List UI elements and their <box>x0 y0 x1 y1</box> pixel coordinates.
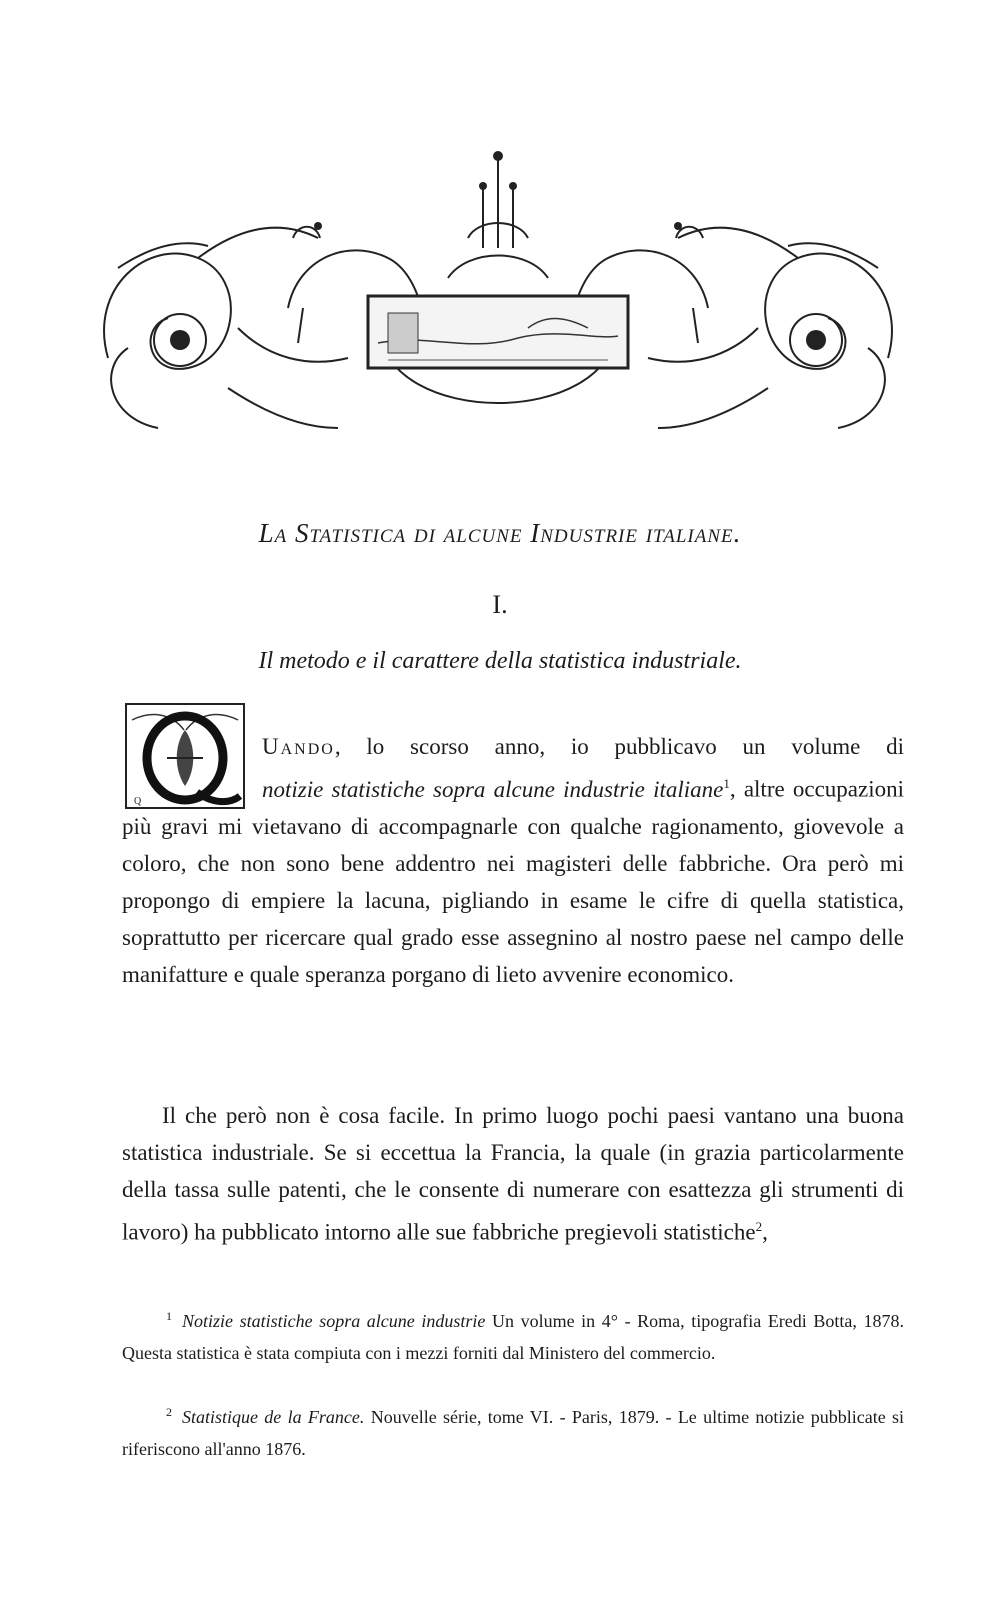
footnote-mark-2: 2 <box>755 1219 763 1234</box>
paragraph-2 <box>122 1097 904 1251</box>
first-word: Uando <box>262 734 335 759</box>
paragraph-2-text: Il che però non è cosa facile. In primo luogo pochi paesi vantano una buona statistica industriale. Se si eccettua la Francia, la quale (in grazia particolarmente della tassa sulle patenti, che le consente di numerare con esattezza gli strumenti di lavoro) ha pubblicato intorno alle sue fabbriche pregievoli statistiche <box>122 1103 904 1245</box>
section-title: Il metodo e il carattere della statistica industriale. <box>258 648 742 674</box>
paragraph-1-part2: , altre occupazioni più gravi mi vietavano di accompagnarle con qualche ragionamento, giovevole a coloro, che non sono bene addentro nei magisteri delle fabbriche. Ora però mi propongo di empiere la lacuna, pigliando in esame le cifre di quella statistica, soprattutto per ricercare qual grado esse assegnino al nostro paese nel campo delle manifatture e quale speranza porgano di lieto avvenire economico. <box>122 776 904 987</box>
footnote-2-italic: Statistique de la France. <box>182 1407 365 1427</box>
footnote-1 <box>122 1300 904 1369</box>
paragraph-1-part1: , lo scorso anno, io pubblicavo un volume di <box>334 734 904 759</box>
page-title: La Statistica di alcune Industrie italiane. <box>258 518 742 548</box>
footnote-2-number: 2 <box>166 1405 172 1419</box>
section-number: I. <box>492 590 508 619</box>
paragraph-2-tail: , <box>762 1219 768 1245</box>
footnote-1-italic: Notizie statistiche sopra alcune industrie <box>182 1311 486 1331</box>
footnote-mark-1: 1 <box>723 776 730 791</box>
paragraph-1-opening <box>122 734 904 759</box>
footnote-2 <box>122 1396 904 1465</box>
footnote-1-number: 1 <box>166 1309 172 1323</box>
footnote-2-text: Nouvelle série, tome VI. - Paris, 1879. - Le ultime notizie pubblicate si riferiscono all'anno 1876. <box>122 1407 904 1459</box>
footnote-1-text: Un volume in 4° - Roma, tipografia Eredi Botta, 1878. Questa statistica è stata compiuta con i mezzi forniti dal Ministero del commercio. <box>122 1311 904 1363</box>
dropcap-letter: Q <box>134 796 142 807</box>
paragraph-1 <box>122 728 904 993</box>
decorative-headpiece-illustration <box>88 128 908 458</box>
italic-book-title: notizie statistiche sopra alcune industrie italiane <box>262 776 724 802</box>
